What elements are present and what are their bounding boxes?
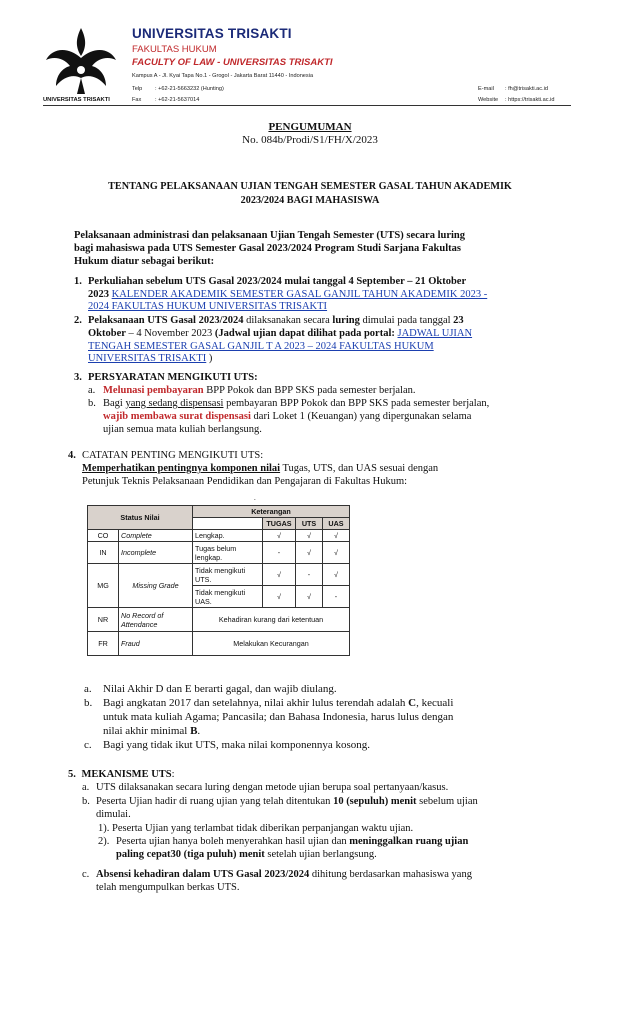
tugas-mark: √ (263, 564, 296, 586)
table-row (88, 564, 350, 586)
status-desc: Tidak mengikuti UTS. (193, 564, 263, 586)
header-uas: UAS (323, 518, 350, 530)
item3-a-red: Melunasi pembayaran (103, 385, 204, 396)
status-desc: Tugas belum lengkap. (193, 542, 263, 564)
table-row (88, 632, 350, 656)
item2-line-1 (88, 314, 464, 327)
note-a-label: a. (84, 683, 92, 695)
intro-line-1: Pelaksanaan administrasi dan pelaksanaan Ujian Tengah Semester (UTS) secara luring (74, 230, 465, 241)
item2-text1: dilaksanakan secara (246, 315, 330, 326)
uas-mark: √ (323, 530, 350, 542)
tugas-mark: √ (263, 586, 296, 608)
status-desc: Lengkap. (193, 530, 263, 542)
item5-c-line-2: telah mengumpulkan berkas UTS. (96, 882, 240, 893)
faculty-name-en: FACULTY OF LAW - UNIVERSITAS TRISAKTI (132, 57, 333, 68)
item2-luring: luring (332, 315, 360, 326)
uts-mark: √ (296, 586, 323, 608)
note-b-grade-c: C (408, 697, 417, 709)
schedule-link-cont[interactable]: TENGAH SEMESTER GASAL GANJIL T A 2023 – 2024 FAKULTAS HUKUM (88, 341, 434, 352)
note-b-line-2: untuk mata kuliah Agama; Pancasila; dan Bahasa Indonesia, harus lulus dengan (103, 711, 454, 723)
item3-a-text: BPP Pokok dan BPP SKS pada semester berjalan. (206, 385, 416, 396)
item5-sub-1: 1). Peserta Ujian yang terlambat tidak diberikan perpanjangan waktu ujian. (98, 823, 414, 834)
header-tugas: TUGAS (263, 518, 296, 530)
item5-c-text1: dihitung berdasarkan mahasiswa yang (311, 869, 472, 880)
item4-underline: Memperhatikan pentingnya komponen nilai (82, 463, 281, 474)
table-row (88, 530, 350, 542)
note-b-text3: nilai akhir minimal (103, 725, 188, 737)
item5-b-line-2: dimulai. (96, 809, 131, 820)
schedule-link-end[interactable]: UNIVERSITAS TRISAKTI (88, 353, 207, 364)
header-keterangan: Keterangan (193, 506, 350, 518)
item2-uts: Pelaksanaan UTS Gasal 2023/2024 (88, 315, 244, 326)
header-blank (193, 518, 263, 530)
item5-c-label: c. (82, 869, 90, 880)
header-uts: UTS (296, 518, 323, 530)
campus-address: Kampus A - Jl. Kyai Tapa No.1 - Grogol - Jakarta Barat 11440 - Indonesia (132, 73, 314, 79)
item1-number: 1. (74, 276, 82, 287)
status-code: FR (88, 632, 119, 656)
item5-heading: MEKANISME UTS (81, 769, 172, 780)
item5-number: 5. (68, 769, 76, 780)
tugas-mark: - (263, 542, 296, 564)
item3-b-text1: Bagi (103, 398, 123, 409)
note-b-text1: Bagi angkatan 2017 dan setelahnya, nilai akhir lulus terendah adalah (103, 697, 406, 709)
item5-sub-2-label: 2). (98, 836, 110, 847)
page-title: PENGUMUMAN (268, 121, 352, 133)
item2-text2: dimulai pada tanggal (362, 315, 451, 326)
telp-label: Telp (132, 86, 143, 92)
intro-line-2: bagi mahasiswa pada UTS Semester Gasal 2023/2024 Program Studi Sarjana Fakultas (74, 243, 461, 254)
item3-heading: PERSYARATAN MENGIKUTI UTS: (88, 372, 258, 383)
uts-mark: √ (296, 530, 323, 542)
status-desc: Tidak mengikuti UAS. (193, 586, 263, 608)
status-code: MG (88, 564, 119, 608)
item5-b-label: b. (82, 796, 90, 807)
item2-portal-text: (Jadwal ujian dapat dilihat pada portal: (214, 328, 395, 339)
university-logo (40, 26, 122, 96)
item3-b-label: b. (88, 398, 96, 409)
table-row (88, 608, 350, 632)
uts-mark: - (296, 564, 323, 586)
item1-line-1: Perkuliahan sebelum UTS Gasal 2023/2024 mulai tanggal 4 September – 21 Oktober (88, 276, 467, 287)
website-label: Website (478, 97, 499, 103)
university-name: UNIVERSITAS TRISAKTI (132, 26, 292, 41)
item5-heading-row (68, 768, 175, 781)
item2-month: Oktober (88, 328, 126, 339)
item5-sub2-bold1: meninggalkan ruang ujian (349, 836, 469, 847)
logo-label: UNIVERSITAS TRISAKTI (43, 97, 110, 103)
item2-text3: – 4 November 2023 (128, 328, 213, 339)
note-c-label: c. (84, 739, 92, 751)
grade-status-table (87, 505, 350, 656)
schedule-link[interactable]: JADWAL UJIAN (397, 328, 473, 339)
note-b-label: b. (84, 697, 93, 709)
fax-label: Fax (132, 97, 142, 103)
item3-a-label: a. (88, 385, 96, 396)
stray-dot: . (254, 494, 256, 502)
item5-a-text: UTS dilaksanakan secara luring dengan metode ujian berupa soal pertanyaan/kasus. (96, 782, 449, 793)
email-label: E-mail (478, 86, 494, 92)
item5-a-label: a. (82, 782, 90, 793)
item3-b-line-2 (103, 410, 471, 423)
item4-text1: Tugas, UTS, dan UAS sesuai dengan (282, 463, 439, 474)
note-c-text: Bagi yang tidak ikut UTS, maka nilai komponennya kosong. (103, 739, 371, 751)
status-name: Complete (119, 530, 193, 542)
status-name: Fraud (119, 632, 193, 656)
note-b-line-1 (103, 697, 453, 710)
item3-b-line-3: ujian semua mata kuliah berlangsung. (103, 424, 262, 435)
calendar-link-cont[interactable]: 2024 FAKULTAS HUKUM UNIVERSITAS TRISAKTI (88, 301, 328, 312)
intro-line-3: Hukum diatur sebagai berikut: (74, 256, 215, 267)
item5-sub-2-line-2 (116, 848, 377, 861)
item2-number: 2. (74, 315, 82, 326)
item5-b-bold: 10 (sepuluh) menit (333, 796, 417, 807)
item3-b-red: wajib membawa surat dispensasi (103, 411, 251, 422)
item2-close: ) (208, 353, 213, 364)
status-code: NR (88, 608, 119, 632)
telp-value: : +62-21-5663232 (Hunting) (155, 86, 224, 92)
item3-b-text2: pembayaran BPP Pokok dan BPP SKS pada semester berjalan, (226, 398, 490, 409)
uas-mark: - (323, 586, 350, 608)
header-divider (43, 105, 571, 106)
item3-b-underline: yang sedang dispensasi (125, 398, 224, 409)
note-b-text1-end: , kecuali (416, 697, 454, 709)
item5-c-bold: Absensi kehadiran dalam UTS Gasal 2023/2024 (96, 869, 310, 880)
item5-c-line-1 (96, 868, 472, 881)
status-desc: Kehadiran kurang dari ketentuan (193, 608, 350, 632)
fax-value: : +62-21-5637014 (155, 97, 200, 103)
note-a-text: Nilai Akhir D dan E berarti gagal, dan wajib diulang. (103, 683, 337, 695)
item5-b-line-1 (96, 795, 478, 808)
item5-sub2-bold2: paling cepat30 (tiga puluh) menit (116, 849, 265, 860)
tugas-mark: √ (263, 530, 296, 542)
status-desc: Melakukan Kecurangan (193, 632, 350, 656)
uts-mark: √ (296, 542, 323, 564)
item1-line-3 (88, 300, 327, 313)
item4-number: 4. (68, 450, 76, 461)
item5-sub2-text1: Peserta ujian hanya boleh menyerahkan hasil ujian dan (116, 836, 347, 847)
item4-line-2: Petunjuk Teknis Pelaksanaan Pendidikan dan Pengajaran di Fakultas Hukum: (82, 476, 408, 487)
note-b-grade-b: B (190, 725, 198, 737)
subject-line-1: TENTANG PELAKSANAAN UJIAN TENGAH SEMESTER GASAL TAHUN AKADEMIK (108, 181, 512, 192)
subject-line-2: 2023/2024 BAGI MAHASISWA (240, 195, 380, 206)
item5-sub-2-line-1 (116, 835, 468, 848)
faculty-name-id: FAKULTAS HUKUM (132, 44, 217, 55)
status-name: No Record of Attendance (119, 608, 193, 632)
status-code: CO (88, 530, 119, 542)
item5-sub2-text2: setelah ujian berlangsung. (267, 849, 377, 860)
calendar-link[interactable]: KALENDER AKADEMIK SEMESTER GASAL GANJIL TAHUN AKADEMIK 2023 - (111, 289, 488, 300)
item5-b-text2: sebelum ujian (419, 796, 478, 807)
uas-mark: √ (323, 564, 350, 586)
status-name: Incomplete (119, 542, 193, 564)
note-b-end: . (197, 725, 201, 737)
item2-date: 23 (453, 315, 464, 326)
website-value[interactable]: : https://trisakti.ac.id (505, 97, 555, 103)
item5-colon: : (171, 769, 175, 780)
item2-line-2 (88, 327, 472, 340)
item3-b-line-1 (103, 397, 489, 410)
item3-number: 3. (74, 372, 82, 383)
item4-heading: CATATAN PENTING MENGIKUTI UTS: (82, 450, 264, 461)
item2-line-4 (88, 352, 212, 365)
item3-a (103, 384, 415, 397)
note-b-line-3 (103, 725, 200, 738)
item5-b-text1: Peserta Ujian hadir di ruang ujian yang telah ditentukan (96, 796, 331, 807)
email-value[interactable]: : fh@trisakti.ac.id (505, 86, 548, 92)
status-code: IN (88, 542, 119, 564)
item1-year: 2023 (88, 289, 109, 300)
announcement-number: No. 084b/Prodi/S1/FH/X/2023 (242, 134, 378, 146)
item3-b-text3: dari Loket 1 (Keuangan) yang dipergunakan selama (253, 411, 472, 422)
status-name: Missing Grade (119, 564, 193, 608)
table-row (88, 542, 350, 564)
item4-line-1 (82, 462, 438, 475)
uas-mark: √ (323, 542, 350, 564)
header-status-nilai: Status Nilai (88, 506, 193, 530)
